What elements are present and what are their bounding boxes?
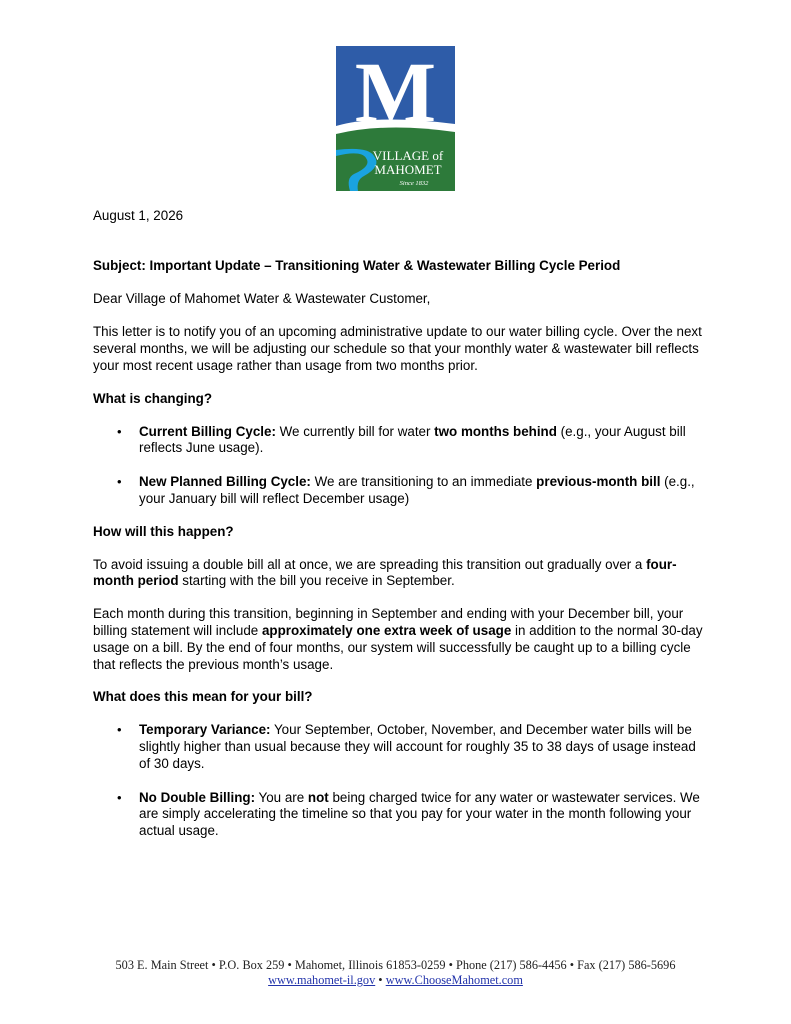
logo-line2: MAHOMET: [374, 162, 442, 177]
list-item: [93, 722, 703, 772]
logo-line1: VILLAGE of: [372, 148, 444, 163]
letter-footer: [0, 958, 791, 988]
link-separator: •: [375, 973, 386, 987]
village-logo: [336, 46, 455, 191]
choose-mahomet-link[interactable]: www.ChooseMahomet.com: [385, 973, 523, 987]
letter-greeting: Dear Village of Mahomet Water & Wastewater Customer,: [93, 290, 431, 306]
bullet-bold: not: [307, 789, 329, 805]
bullet-label: Temporary Variance:: [139, 722, 271, 738]
bullet-icon: •: [117, 423, 122, 439]
bullet-text: Your September, October, November, and December water bills will be slightly higher than usual because they will account for roughly 35 to 38 days of usage instead of 30 days.: [139, 722, 696, 771]
bullet-label: Current Billing Cycle:: [139, 423, 276, 439]
footer-address: 503 E. Main Street • P.O. Box 259 • Mahomet, Illinois 61853-0259 • Phone (217) 586-4456 • Fax (217) 586-5696: [115, 958, 676, 972]
bold-span: four-month period: [93, 556, 677, 589]
text-span: in addition to the normal 30-day usage on a bill. By the end of four months, our system will successfully be caught up to a billing cycle that reflects the previous month’s usage.: [93, 622, 703, 672]
how-paragraph-1: [93, 557, 703, 591]
bullet-bold: previous-month bill: [536, 474, 661, 490]
section-heading-how: How will this happen?: [93, 523, 234, 539]
bullet-icon: •: [117, 722, 122, 738]
website-link[interactable]: www.mahomet-il.gov: [268, 973, 376, 987]
changing-list: [93, 424, 703, 508]
bullet-icon: •: [117, 474, 122, 490]
bullet-bold: two months behind: [434, 423, 557, 439]
bullet-text: (e.g., your August bill reflects June usage).: [139, 423, 686, 456]
letter-date: August 1, 2026: [93, 208, 184, 223]
bullet-icon: •: [117, 789, 122, 805]
list-item: [93, 474, 703, 508]
bill-list: [93, 722, 703, 840]
footer-links: [0, 973, 791, 988]
list-item: [93, 790, 703, 840]
village-logo-icon: [336, 46, 455, 191]
text-span: starting with the bill you receive in September.: [178, 573, 455, 589]
intro-paragraph: This letter is to notify you of an upcoming administrative update to our water billing cycle. Over the next several months, we will be adjusting our schedule so that your monthly water & wastewater bill reflects your most recent usage rather than usage from two months prior.: [93, 324, 702, 373]
list-item: [93, 424, 703, 458]
bold-span: approximately one extra week of usage: [261, 622, 512, 638]
logo-since: Since 1832: [399, 180, 429, 187]
how-paragraph-2: [93, 606, 703, 673]
text-span: To avoid issuing a double bill all at once, we are spreading this transition out gradually over a: [93, 556, 647, 572]
text-span: Each month during this transition, beginning in September and ending with your December bill, your billing statement will include: [93, 606, 684, 638]
letter-body: [93, 208, 703, 856]
bullet-label: New Planned Billing Cycle:: [139, 474, 311, 490]
bullet-text: You are: [255, 789, 308, 805]
section-heading-bill: What does this mean for your bill?: [93, 689, 313, 705]
letter-subject: Subject: Important Update – Transitioning Water & Wastewater Billing Cycle Period: [93, 257, 621, 273]
logo-letter: M: [354, 46, 437, 140]
section-heading-changing: What is changing?: [93, 390, 213, 406]
bullet-text: We currently bill for water: [275, 423, 435, 439]
bullet-text: We are transitioning to an immediate: [310, 474, 537, 490]
bullet-text: (e.g., your January bill will reflect December usage): [139, 474, 695, 506]
bullet-label: No Double Billing:: [139, 789, 256, 805]
bullet-text: being charged twice for any water or wastewater services. We are simply accelerating the timeline so that you pay for your water in the month following your actual usage.: [139, 789, 700, 839]
